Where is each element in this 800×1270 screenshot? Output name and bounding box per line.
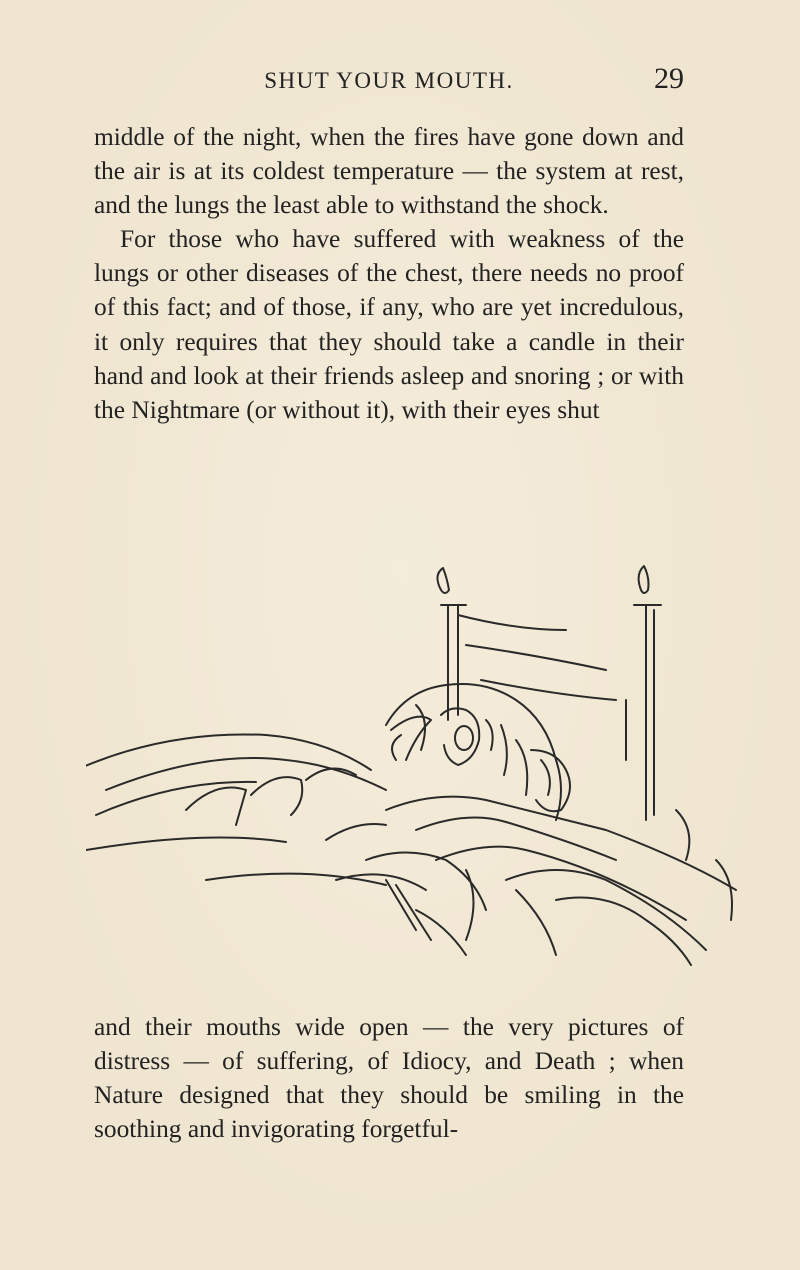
bedpost-right xyxy=(634,605,661,820)
open-mouth xyxy=(455,726,473,750)
text-block-top xyxy=(94,120,684,427)
paragraph-continuation: middle of the night, when the fires have gone down and the air is at its coldest temperature — the system at rest, and the lungs the least able to withstand the shock. xyxy=(94,123,684,220)
running-title: SHUT YOUR MOUTH. xyxy=(264,68,514,93)
candle-flame-left xyxy=(437,568,449,593)
candle-flame-right xyxy=(639,566,649,593)
sleeping-figure-illustration xyxy=(86,560,796,980)
bedpost-left xyxy=(441,605,466,720)
paragraph-after-illustration: and their mouths wide open — the very pictures of distress — of suffering, of Idiocy, and Death ; when Nature designed that they should be smiling in the soothing and invigorating forgetful- xyxy=(94,1013,684,1144)
running-head xyxy=(94,62,684,102)
text-block-bottom xyxy=(94,1010,684,1146)
page-number: 29 xyxy=(654,62,684,95)
pillow xyxy=(86,734,371,770)
paragraph-main: For those who have suffered with weakness of the lungs or other diseases of the chest, there needs no proof of this fact; and of those, if any, who are yet incredulous, it only requires that they should take a candle in their hand and look at their friends asleep and snoring ; or with the Nightmare (or without it), with their eyes shut xyxy=(94,225,684,424)
